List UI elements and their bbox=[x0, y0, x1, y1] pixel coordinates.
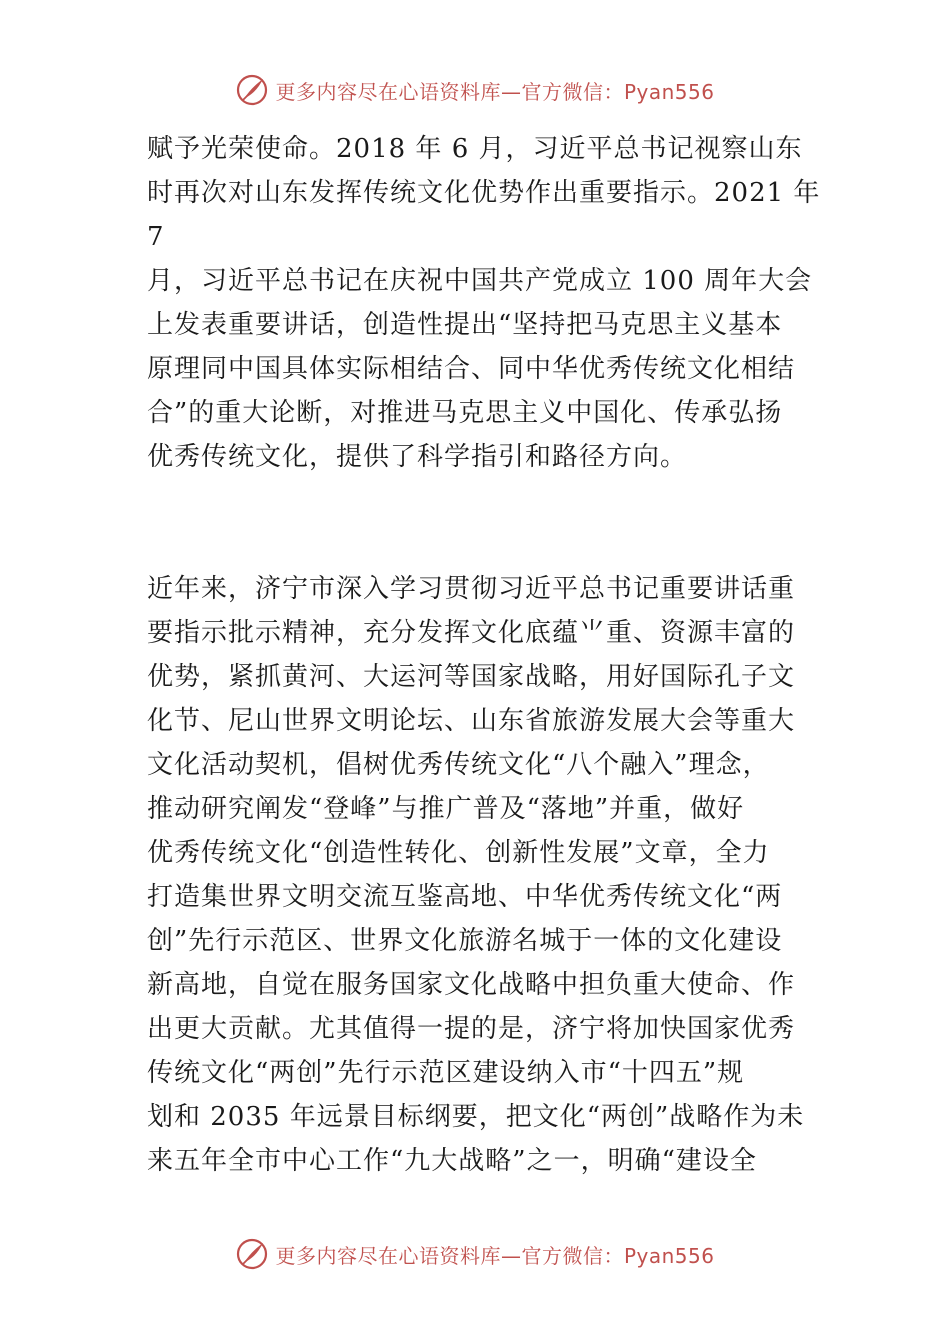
text-line: 优秀传统文化“创造性转化、创新性发展”文章，全力 bbox=[147, 838, 770, 868]
text-line: 传统文化“两创”先行示范区建设纳入市“十四五”规 bbox=[147, 1058, 745, 1088]
text-line: 优秀传统文化，提供了科学指引和路径方向。 bbox=[147, 442, 688, 472]
paragraph-1 bbox=[147, 127, 821, 479]
header-banner bbox=[0, 68, 950, 112]
text-line: 来五年全市中心工作“九大战略”之一，明确“建设全 bbox=[147, 1146, 757, 1176]
text-line: 时再次对山东发挥传统文化优势作出重要指示。2021 年 bbox=[147, 178, 821, 208]
quill-logo-icon bbox=[235, 73, 269, 107]
text-line: 上发表重要讲话，创造性提出“坚持把马克思主义基本 bbox=[147, 310, 783, 340]
header-banner-text: 更多内容尽在心语资料库—官方微信：Pyan556 bbox=[275, 79, 715, 104]
text-line: 出更大贡献。尤其值得一提的是，济宁将加快国家优秀 bbox=[147, 1014, 796, 1044]
text-line: 7 bbox=[147, 222, 165, 252]
text-line: 赋予光荣使命。2018 年 6 月，习近平总书记视察山东 bbox=[147, 134, 803, 164]
quill-logo-icon bbox=[235, 1237, 269, 1271]
text-line: 新高地，自觉在服务国家文化战略中担负重大使命、作 bbox=[147, 970, 796, 1000]
text-line: 划和 2035 年远景目标纲要，把文化“两创”战略作为未 bbox=[147, 1102, 805, 1132]
paragraph-spacer bbox=[147, 479, 809, 567]
text-line: 近年来，济宁市深入学习贯彻习近平总书记重要讲话重 bbox=[147, 574, 796, 604]
footer-banner-text: 更多内容尽在心语资料库—官方微信：Pyan556 bbox=[275, 1243, 715, 1268]
text-line: 原理同中国具体实际相结合、同中华优秀传统文化相结 bbox=[147, 354, 796, 384]
footer-banner bbox=[0, 1232, 950, 1276]
text-line: 推动研究阐发“登峰”与推广普及“落地”并重，做好 bbox=[147, 794, 745, 824]
text-line: 化节、尼山世界文明论坛、山东省旅游发展大会等重大 bbox=[147, 706, 796, 736]
text-line: 创”先行示范区、世界文化旅游名城于一体的文化建设 bbox=[147, 926, 783, 956]
text-line: 优势，紧抓黄河、大运河等国家战略，用好国际孔子文 bbox=[147, 662, 796, 692]
paragraph-2 bbox=[147, 567, 809, 1183]
document-body bbox=[147, 127, 821, 1183]
text-line: 合”的重大论断，对推进马克思主义中国化、传承弘扬 bbox=[147, 398, 783, 428]
text-line: 要指示批示精神，充分发挥文化底蕴⺌重、资源丰富的 bbox=[147, 618, 796, 648]
text-line: 月，习近平总书记在庆祝中国共产党成立 100 周年大会 bbox=[147, 266, 813, 296]
text-line: 打造集世界文明交流互鉴高地、中华优秀传统文化“两 bbox=[147, 882, 783, 912]
text-line: 文化活动契机，倡树优秀传统文化“八个融入”理念， bbox=[147, 750, 770, 780]
